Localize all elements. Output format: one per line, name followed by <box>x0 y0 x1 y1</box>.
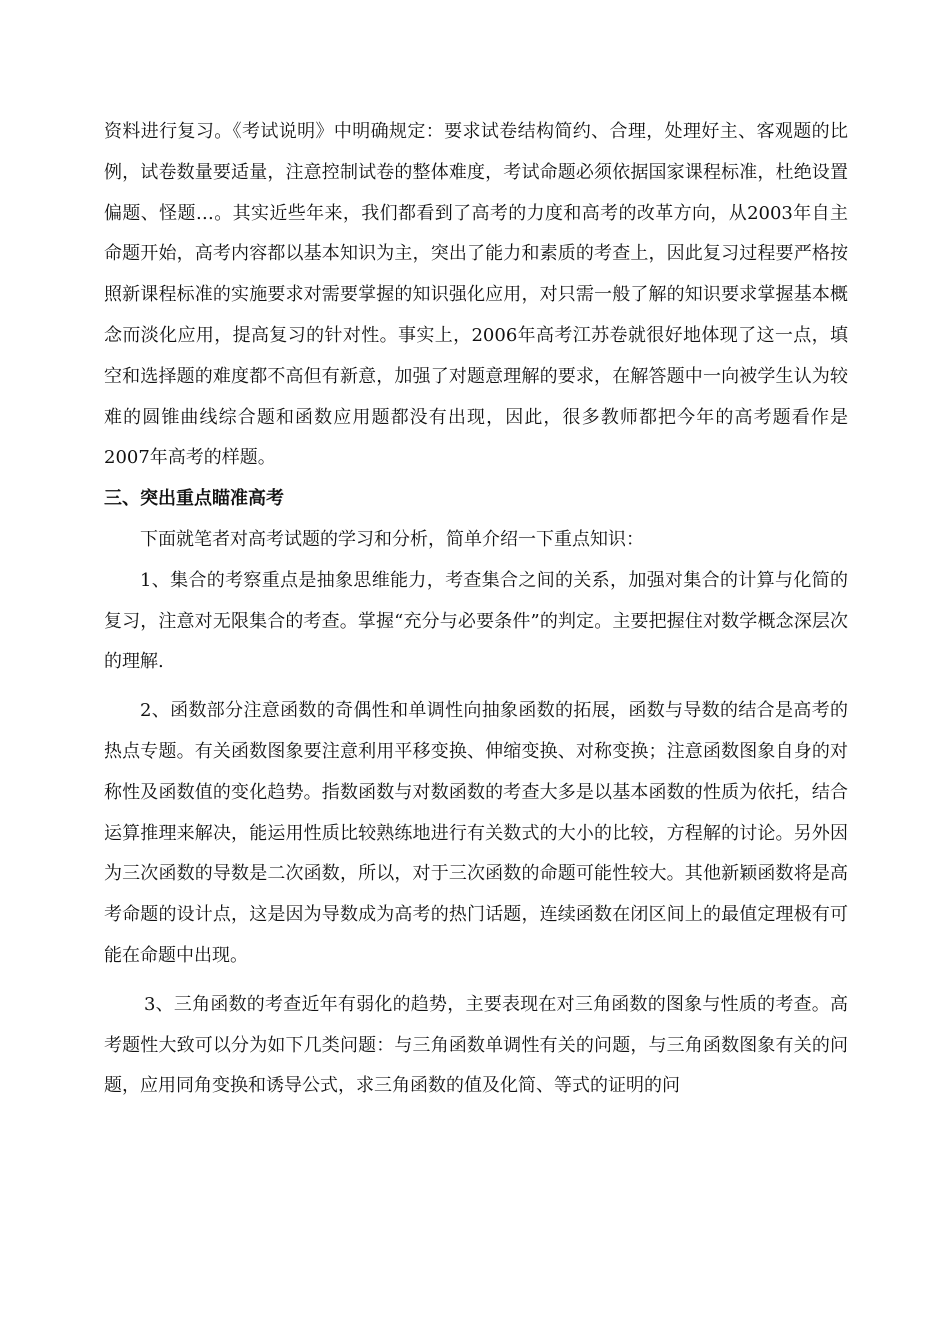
list-item-trigonometry: 3、三角函数的考查近年有弱化的趋势，主要表现在对三角函数的图象与性质的考查。高考题性大致可以分为如下几类问题：与三角函数单调性有关的问题，与三角函数图象有关的问题，应用同角变换和诱导公式，求三角函数的值及化简、等式的证明的问 <box>104 993 848 1097</box>
section-heading-3: 三、突出重点瞄准高考 <box>104 488 284 510</box>
spacer <box>104 977 848 985</box>
list-item-functions: 2、函数部分注意函数的奇偶性和单调性向抽象函数的拓展，函数与导数的结合是高考的热点专题。有关函数图象要注意利用平移变换、伸缩变换、对称变换；注意函数图象自身的对称性及函数值的变化趋势。指数函数与对数函数的考查大多是以基本函数的性质为依托，结合运算推理来解决，能运用性质比较熟练地进行有关数式的大小的比较，方程解的讨论。另外因为三次函数的导数是二次函数，所以，对于三次函数的命题可能性较大。其他新颖函数将是高考命题的设计点，这是因为导数成为高考的热门话题，连续函数在闭区间上的最值定理极有可能在命题中出现。 <box>104 700 848 966</box>
paragraph-review-materials: 资料进行复习。《考试说明》中明确规定：要求试卷结构简约、合理，处理好主、客观题的比例，试卷数量要适量，注意控制试卷的整体难度，考试命题必须依据国家课程标准，杜绝设置偏题、怪题…。其实近些年来，我们都看到了高考的力度和高考的改革方向，从2003年自主命题开始，高考内容都以基本知识为主，突出了能力和素质的考查上，因此复习过程要严格按照新课程标准的实施要求对需要掌握的知识强化应用，对只需一般了解的知识要求掌握基本概念而淡化应用，提高复习的针对性。事实上，2006年高考江苏卷就很好地体现了这一点，填空和选择题的难度都不高但有新意，加强了对题意理解的要求，在解答题中一向被学生认为较难的圆锥曲线综合题和函数应用题都没有出现，因此，很多教师都把今年的高考题看作是2007年高考的样题。 <box>104 121 848 469</box>
spacer <box>104 683 848 691</box>
document-body <box>104 112 848 1107</box>
paragraph-intro: 下面就笔者对高考试题的学习和分析，简单介绍一下重点知识： <box>140 528 644 550</box>
list-item-sets: 1、集合的考察重点是抽象思维能力，考查集合之间的关系，加强对集合的计算与化简的复习，注意对无限集合的考查。掌握“充分与必要条件”的判定。主要把握住对数学概念深层次的理解. <box>104 569 848 673</box>
